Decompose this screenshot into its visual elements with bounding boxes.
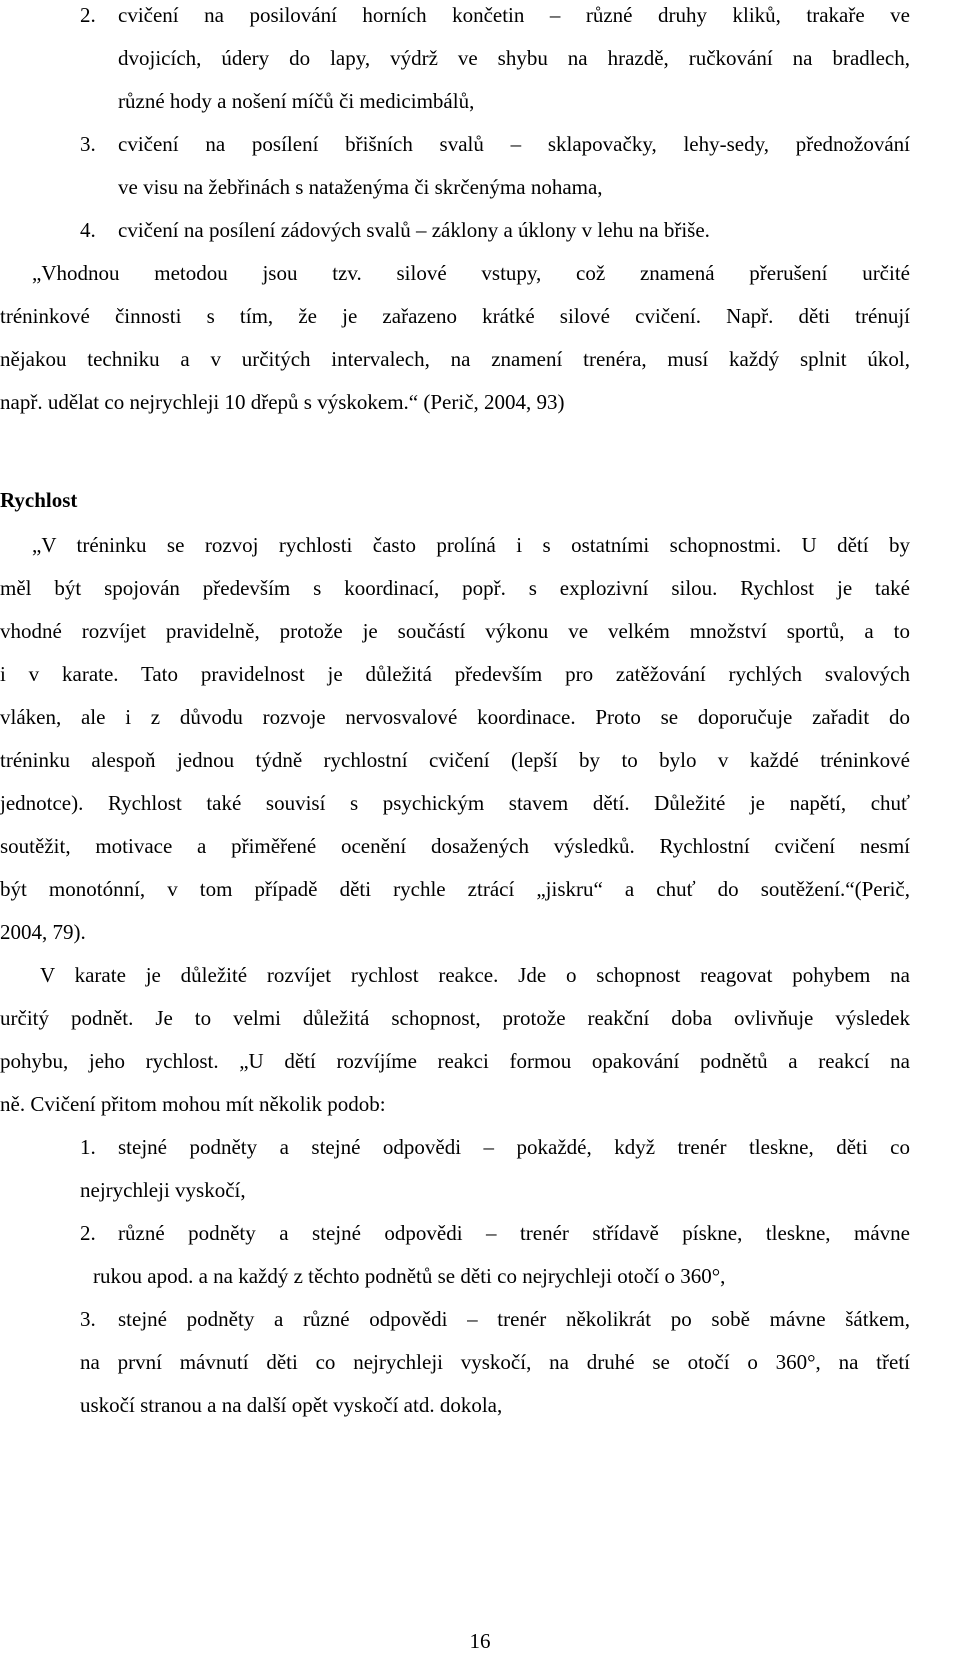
paragraph-line: jednotce). Rychlost také souvisí s psychickým stavem dětí. Důležité je napětí, chuť bbox=[0, 791, 910, 815]
list-item-line: na první mávnutí děti co nejrychleji vyskočí, na druhé se otočí o 360°, na třetí bbox=[80, 1350, 910, 1374]
paragraph-line: např. udělat co nejrychleji 10 dřepů s výskokem.“ (Perič, 2004, 93) bbox=[0, 390, 565, 414]
list-item-number: 3. bbox=[80, 132, 96, 156]
paragraph-line: vhodné rozvíjet pravidelně, protože je součástí výkonu ve velkém množství sportů, a to bbox=[0, 619, 910, 643]
paragraph-line: určitý podnět. Je to velmi důležitá schopnost, protože reakční doba ovlivňuje výsledek bbox=[0, 1006, 910, 1030]
paragraph-line: být monotónní, v tom případě děti rychle ztrácí „jiskru“ a chuť do soutěžení.“(Perič, bbox=[0, 877, 910, 901]
paragraph-line: „V tréninku se rozvoj rychlosti často prolíná i s ostatními schopnostmi. U dětí by bbox=[32, 533, 910, 557]
list-item-line: stejné podněty a různé odpovědi – trenér několikrát po sobě mávne šátkem, bbox=[118, 1307, 910, 1331]
list-item-line: uskočí stranou a na další opět vyskočí atd. dokola, bbox=[80, 1393, 503, 1417]
paragraph-line: vláken, ale i z důvodu rozvoje nervosvalové koordinace. Proto se doporučuje zařadit do bbox=[0, 705, 910, 729]
list-item-number: 4. bbox=[80, 218, 96, 242]
list-item-number: 2. bbox=[80, 3, 96, 27]
paragraph-line: ně. Cvičení přitom mohou mít několik podob: bbox=[0, 1092, 386, 1116]
paragraph-line: soutěžit, motivace a přiměřené ocenění dosažených výsledků. Rychlostní cvičení nesmí bbox=[0, 834, 910, 858]
list-item-number: 2. bbox=[80, 1221, 96, 1245]
list-item-line: různé podněty a stejné odpovědi – trenér střídavě pískne, tleskne, mávne bbox=[118, 1221, 910, 1245]
paragraph-line: tréninkové činnosti s tím, že je zařazeno krátké silové cvičení. Např. děti trénují bbox=[0, 304, 910, 328]
page-number: 16 bbox=[469, 1629, 491, 1653]
section-heading: Rychlost bbox=[0, 488, 78, 512]
list-item-line: ve visu na žebřinách s nataženýma či skrčenýma nohama, bbox=[118, 175, 603, 199]
list-item-line: dvojicích, údery do lapy, výdrž ve shybu na hrazdě, ručkování na bradlech, bbox=[118, 46, 910, 70]
list-item-line: různé hody a nošení míčů či medicimbálů, bbox=[118, 89, 475, 113]
list-item-line: stejné podněty a stejné odpovědi – pokaždé, když trenér tleskne, děti co bbox=[118, 1135, 910, 1159]
paragraph-line: 2004, 79). bbox=[0, 920, 86, 944]
paragraph-line: tréninku alespoň jednou týdně rychlostní cvičení (lepší by to bylo v každé tréninkové bbox=[0, 748, 910, 772]
paragraph-line: pohybu, jeho rychlost. „U dětí rozvíjíme reakci formou opakování podnětů a reakcí na bbox=[0, 1049, 910, 1073]
list-item-line: nejrychleji vyskočí, bbox=[80, 1178, 246, 1202]
paragraph-line: V karate je důležité rozvíjet rychlost reakce. Jde o schopnost reagovat pohybem na bbox=[40, 963, 910, 987]
paragraph-line: i v karate. Tato pravidelnost je důležitá především pro zatěžování rychlých svalových bbox=[0, 662, 910, 686]
list-item-line: rukou apod. a na každý z těchto podnětů se děti co nejrychleji otočí o 360°, bbox=[93, 1264, 726, 1288]
list-item-number: 3. bbox=[80, 1307, 96, 1331]
paragraph-line: nějakou techniku a v určitých intervalech, na znamení trenéra, musí každý splnit úkol, bbox=[0, 347, 910, 371]
paragraph-line: „Vhodnou metodou jsou tzv. silové vstupy, což znamená přerušení určité bbox=[32, 261, 910, 285]
list-item-line: cvičení na posilování horních končetin – různé druhy kliků, trakaře ve bbox=[118, 3, 910, 27]
list-item-line: cvičení na posílení břišních svalů – sklapovačky, lehy-sedy, přednožování bbox=[118, 132, 910, 156]
list-item-line: cvičení na posílení zádových svalů – záklony a úklony v lehu na břiše. bbox=[118, 218, 710, 242]
paragraph-line: měl být spojován především s koordinací, popř. s explozivní silou. Rychlost je také bbox=[0, 576, 910, 600]
list-item-number: 1. bbox=[80, 1135, 96, 1159]
